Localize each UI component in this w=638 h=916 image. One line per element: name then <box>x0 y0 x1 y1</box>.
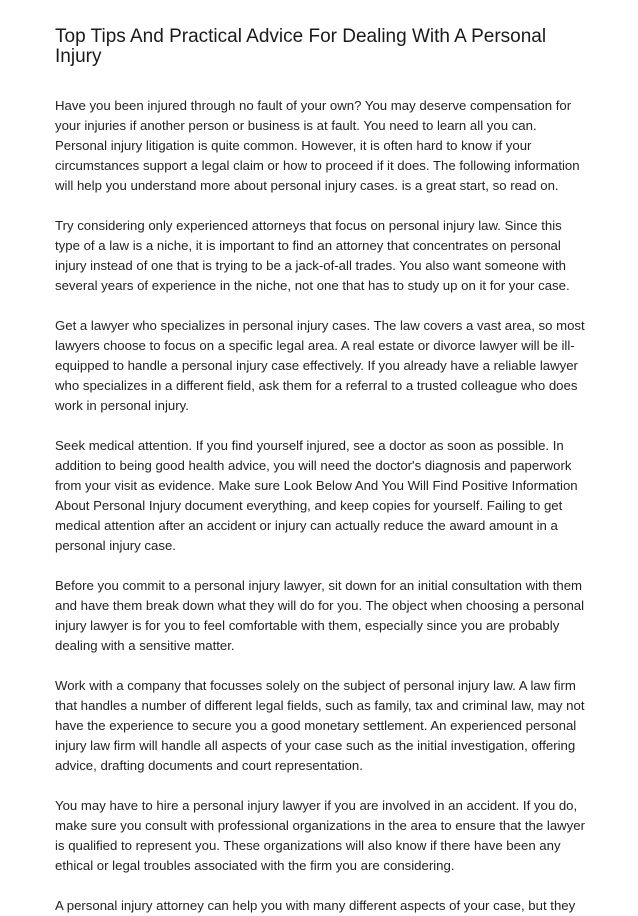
paragraph-3: Get a lawyer who specializes in personal injury cases. The law covers a vast area, so most lawyers choose to focus on a specific legal area. A real estate or divorce lawyer will be ill-equipped to handle a personal injury case effectively. If you already have a reliable lawyer who specializes in a different field, ask them for a referral to a trusted colleague who does work in personal injury. <box>55 318 585 413</box>
paragraph-2: Try considering only experienced attorneys that focus on personal injury law. Since this type of a law is a niche, it is important to find an attorney that concentrates on personal injury instead of one that is trying to be a jack-of-all trades. You also want someone with several years of experience in the niche, not one that has to study up on it for your case. <box>55 218 570 293</box>
paragraph-5: Before you commit to a personal injury lawyer, sit down for an initial consultation with them and have them break down what they will do for you. The object when choosing a personal injury lawyer is for you to feel comfortable with them, especially since you are probably dealing with a sensitive matter. <box>55 578 585 653</box>
paragraph-7: You may have to hire a personal injury lawyer if you are involved in an accident. If you do, make sure you consult with professional organizations in the area to ensure that the lawyer is qualified to represent you. These organizations will also know if there have been any ethical or legal troubles associated with the firm you are considering. <box>55 798 585 873</box>
paragraph-6: Work with a company that focusses solely on the subject of personal injury law. A law firm that handles a number of different legal fields, such as family, tax and criminal law, may not have the experience to secure you a good monetary settlement. An experienced personal injury law firm will handle all aspects of your case such as the initial investigation, offering advice, drafting documents and court representation. <box>55 678 585 773</box>
document-title: Top Tips And Practical Advice For Dealing With A Personal Injury <box>55 26 547 67</box>
paragraph-8: A personal injury attorney can help you with many different aspects of your case, but they <box>55 898 576 913</box>
paragraph-4: Seek medical attention. If you find yourself injured, see a doctor as soon as possible. In addition to being good health advice, you will need the doctor's diagnosis and paperwork from your visit as evidence. Make sure Look Below And You Will Find Positive Information About Personal Injury document everything, and keep copies for yourself. Failing to get medical attention after an accident or injury can actually reduce the award amount in a personal injury case. <box>55 438 578 553</box>
paragraph-1: Have you been injured through no fault of your own? You may deserve compensation for your injuries if another person or business is at fault. You need to learn all you can. Personal injury litigation is quite common. However, it is often hard to know if your circumstances support a legal claim or how to proceed if it does. The following information will help you understand more about personal injury cases. is a great start, so read on. <box>55 98 580 193</box>
